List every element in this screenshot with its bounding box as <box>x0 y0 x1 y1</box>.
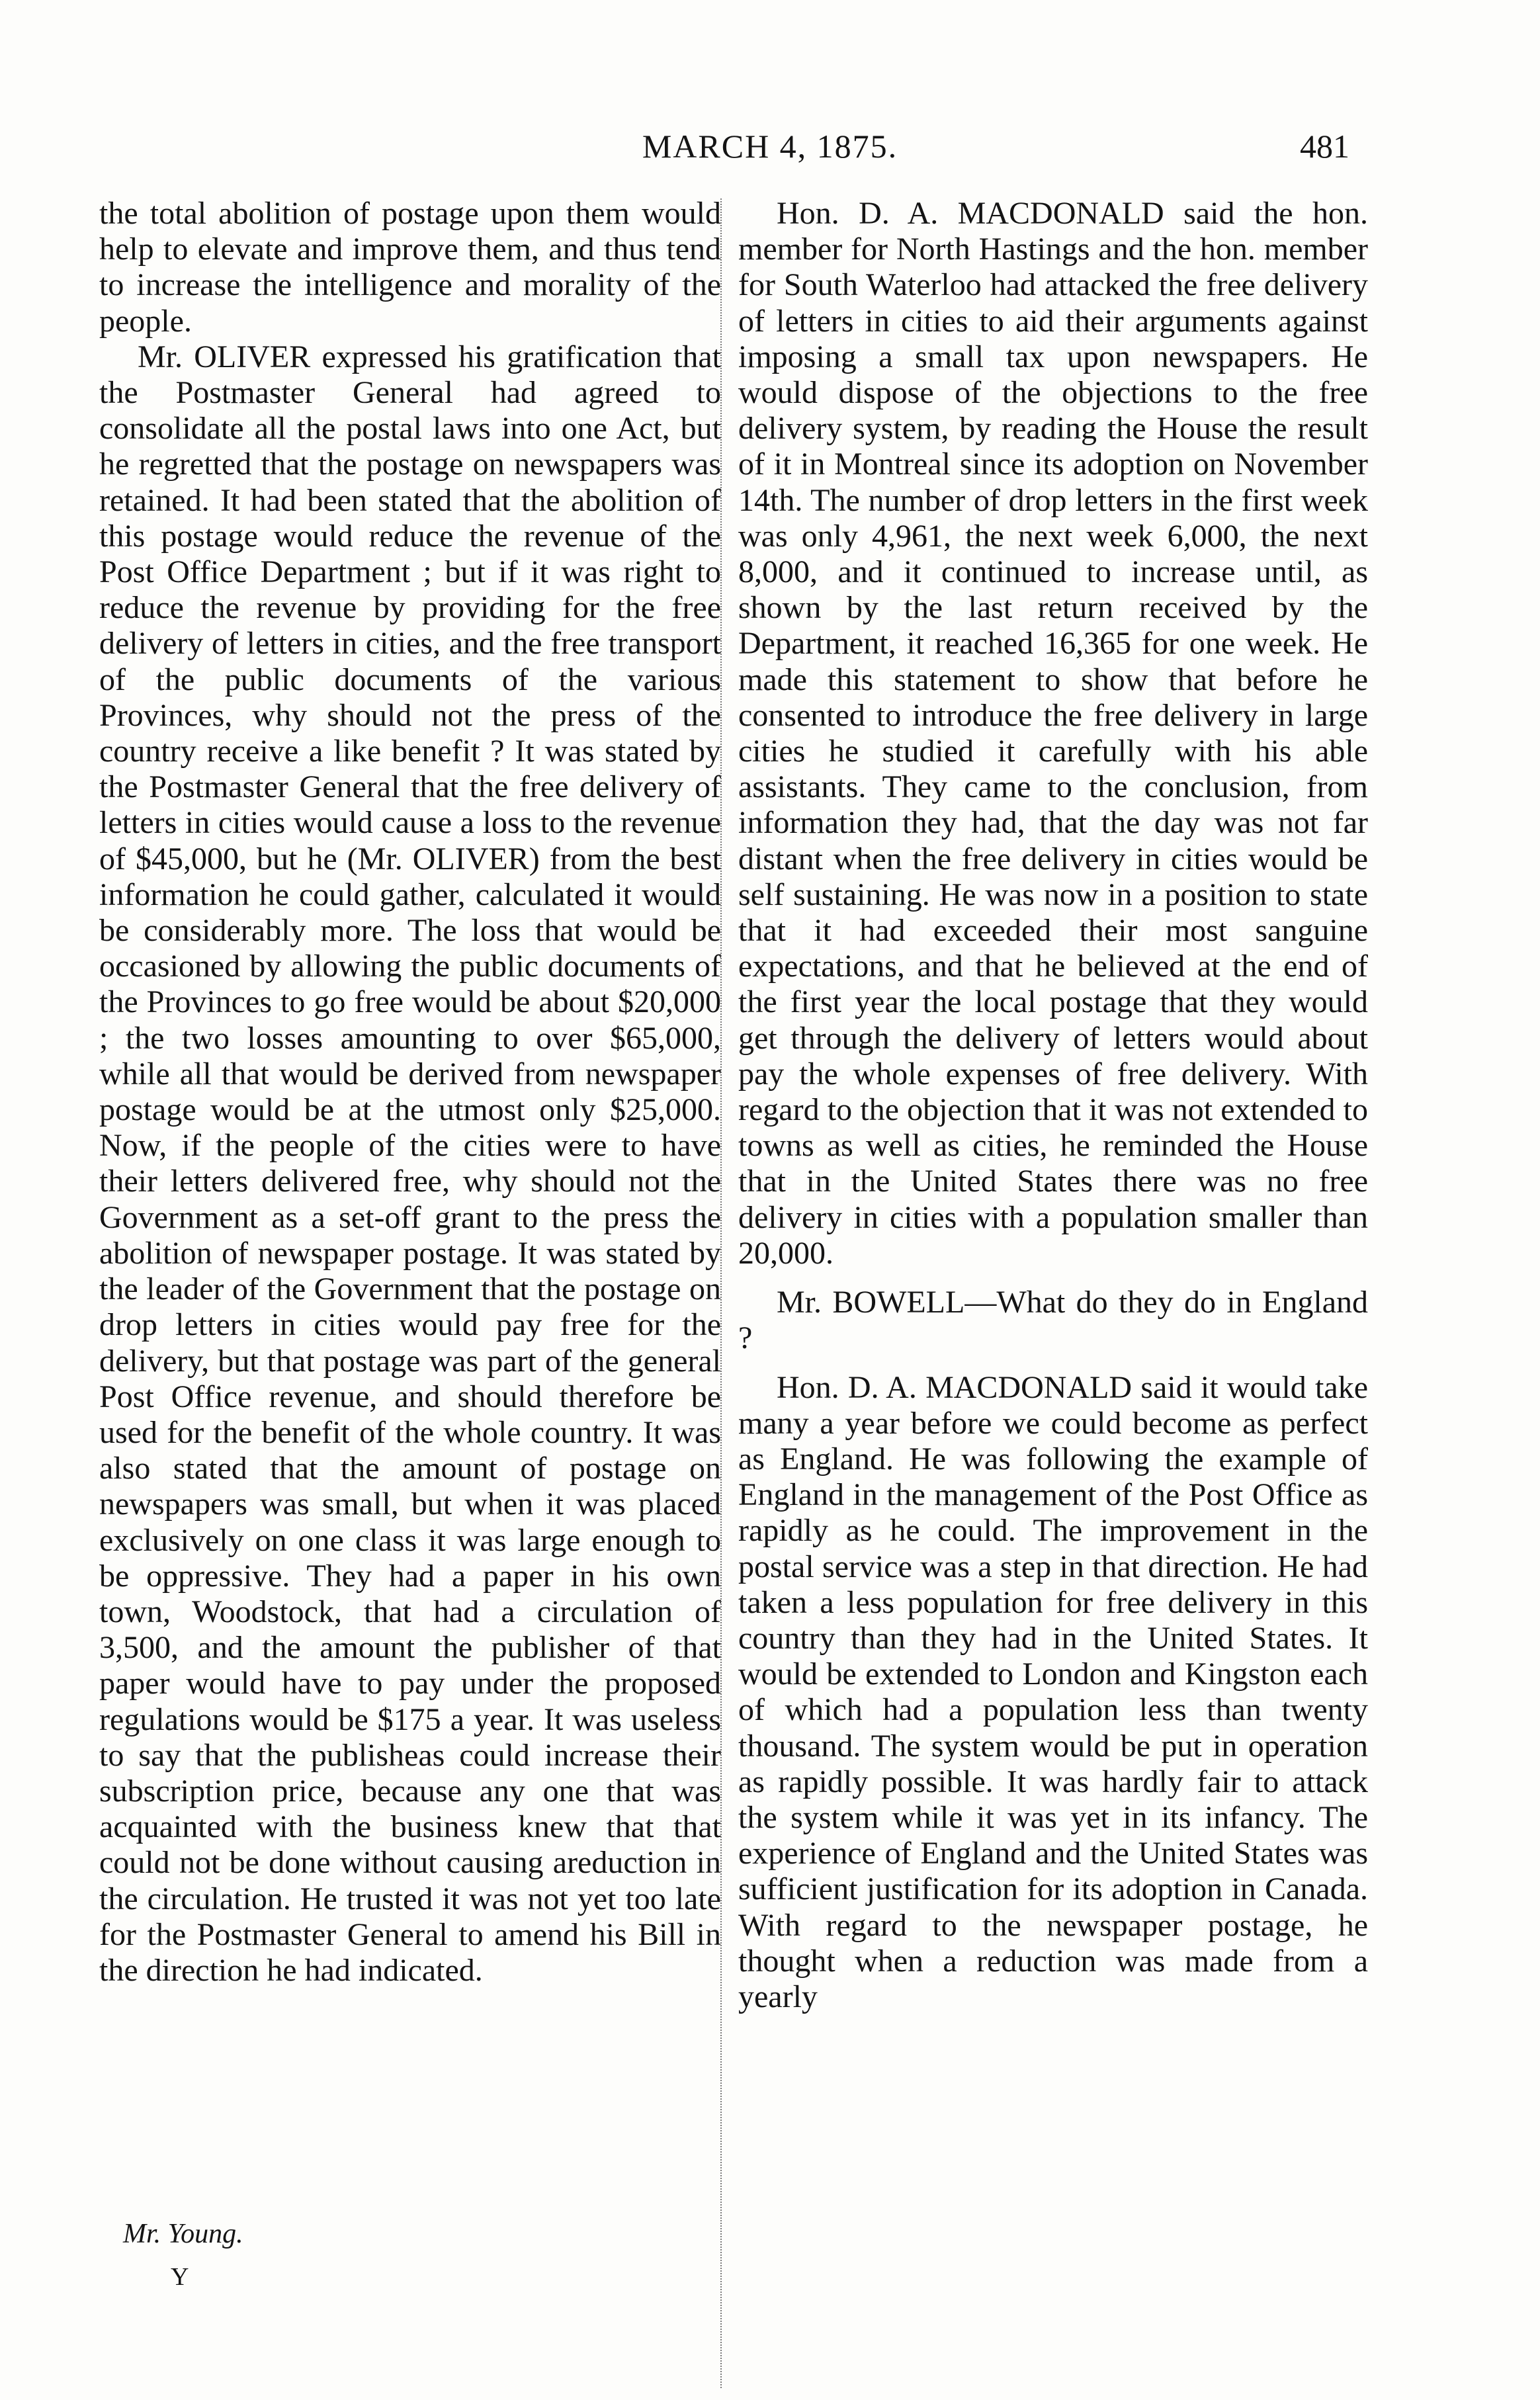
left-column <box>99 196 721 1989</box>
paragraph-right-2: Mr. BOWELL—What do they do in England ? <box>738 1285 1368 1356</box>
signature-letter: Y <box>171 2263 189 2291</box>
column-divider <box>720 198 722 2388</box>
header-date: MARCH 4, 1875. <box>642 128 898 165</box>
paragraph-right-1: Hon. D. A. MACDONALD said the hon. member for North Hastings and the hon. member for South Waterloo had attacked the free delivery of letters in cities to aid their arguments against imposing a small tax upon newspapers. He would dispose of the objections to the free delivery system, by reading the House the result of it in Montreal since its adoption on November 14th. The number of drop letters in the first week was only 4,961, the next week 6,000, the next 8,000, and it continued to increase until, as shown by the last return received by the Department, it reached 16,365 for one week. He made this statement to show that before he consented to introduce the free delivery in large cities he studied it carefully with his able assistants. They came to the conclusion, from information they had, that the day was not far distant when the free delivery in cities would be self sustaining. He was now in a position to state that it had exceeded their most sanguine expectations, and that he believed at the end of the first year the local postage that they would get through the delivery of letters would about pay the whole expenses of free delivery. With regard to the objection that it was not extended to towns as well as cities, he reminded the House that in the United States there was no free delivery in cities with a population smaller than 20,000. <box>738 196 1368 1271</box>
page-number: 481 <box>1300 128 1349 165</box>
right-column <box>738 196 1368 2015</box>
paragraph-right-3: Hon. D. A. MACDONALD said it would take many a year before we could become as perfect as England. He was following the example of England in the management of the Post Office as rapidly as he could. The improvement in the postal service was a step in that direction. He had taken a less population for free delivery in this country than they had in the United States. It would be extended to London and Kingston each of which had a population less than twenty thousand. The system would be put in operation as rapidly possible. It was hardly fair to attack the system while it was yet in its infancy. The experience of England and the United States was sufficient justification for its adoption in Canada. With regard to the newspaper postage, he thought when a reduction was made from a yearly <box>738 1369 1368 2014</box>
paragraph-left-2: Mr. OLIVER expressed his gratification that the Postmaster General had agreed to consolidate all the postal laws into one Act, but he regretted that the postage on newspapers was retained. It had been stated that the abolition of this postage would reduce the revenue of the Post Office Department ; but if it was right to reduce the revenue by providing for the free delivery of letters in cities, and the free transport of the public documents of the various Provinces, why should not the press of the country receive a like benefit ? It was stated by the Postmaster General that the free delivery of letters in cities would cause a loss to the revenue of $45,000, but he (Mr. OLIVER) from the best information he could gather, calculated it would be considerably more. The loss that would be occasioned by allowing the public documents of the Provinces to go free would be about $20,000 ; the two losses amounting to over $65,000, while all that would be derived from newspaper postage would be at the utmost only $25,000. Now, if the people of the cities were to have their letters delivered free, why should not the Government as a set-off grant to the press the abolition of newspaper postage. It was stated by the leader of the Government that the postage on drop letters in cities would pay free for the delivery, but that postage was part of the general Post Office revenue, and should therefore be used for the benefit of the whole country. It was also stated that the amount of postage on newspapers was small, but when it was placed exclusively on one class it was large enough to be oppressive. They had a paper in his own town, Woodstock, that had a circulation of 3,500, and the amount the publisher of that paper would have to pay under the proposed regulations would be $175 a year. It was useless to say that the publisheas could increase their subscription price, because any one that was acquainted with the business knew that that could not be done without causing areduction in the circulation. He trusted it was not yet too late for the Postmaster General to amend his Bill in the direction he had indicated. <box>99 339 721 1988</box>
signature-name: Mr. Young. <box>123 2219 243 2249</box>
paragraph-left-1: the total abolition of postage upon them would help to elevate and improve them, and thus tend to increase the intelligence and morality of the people. <box>99 196 721 339</box>
